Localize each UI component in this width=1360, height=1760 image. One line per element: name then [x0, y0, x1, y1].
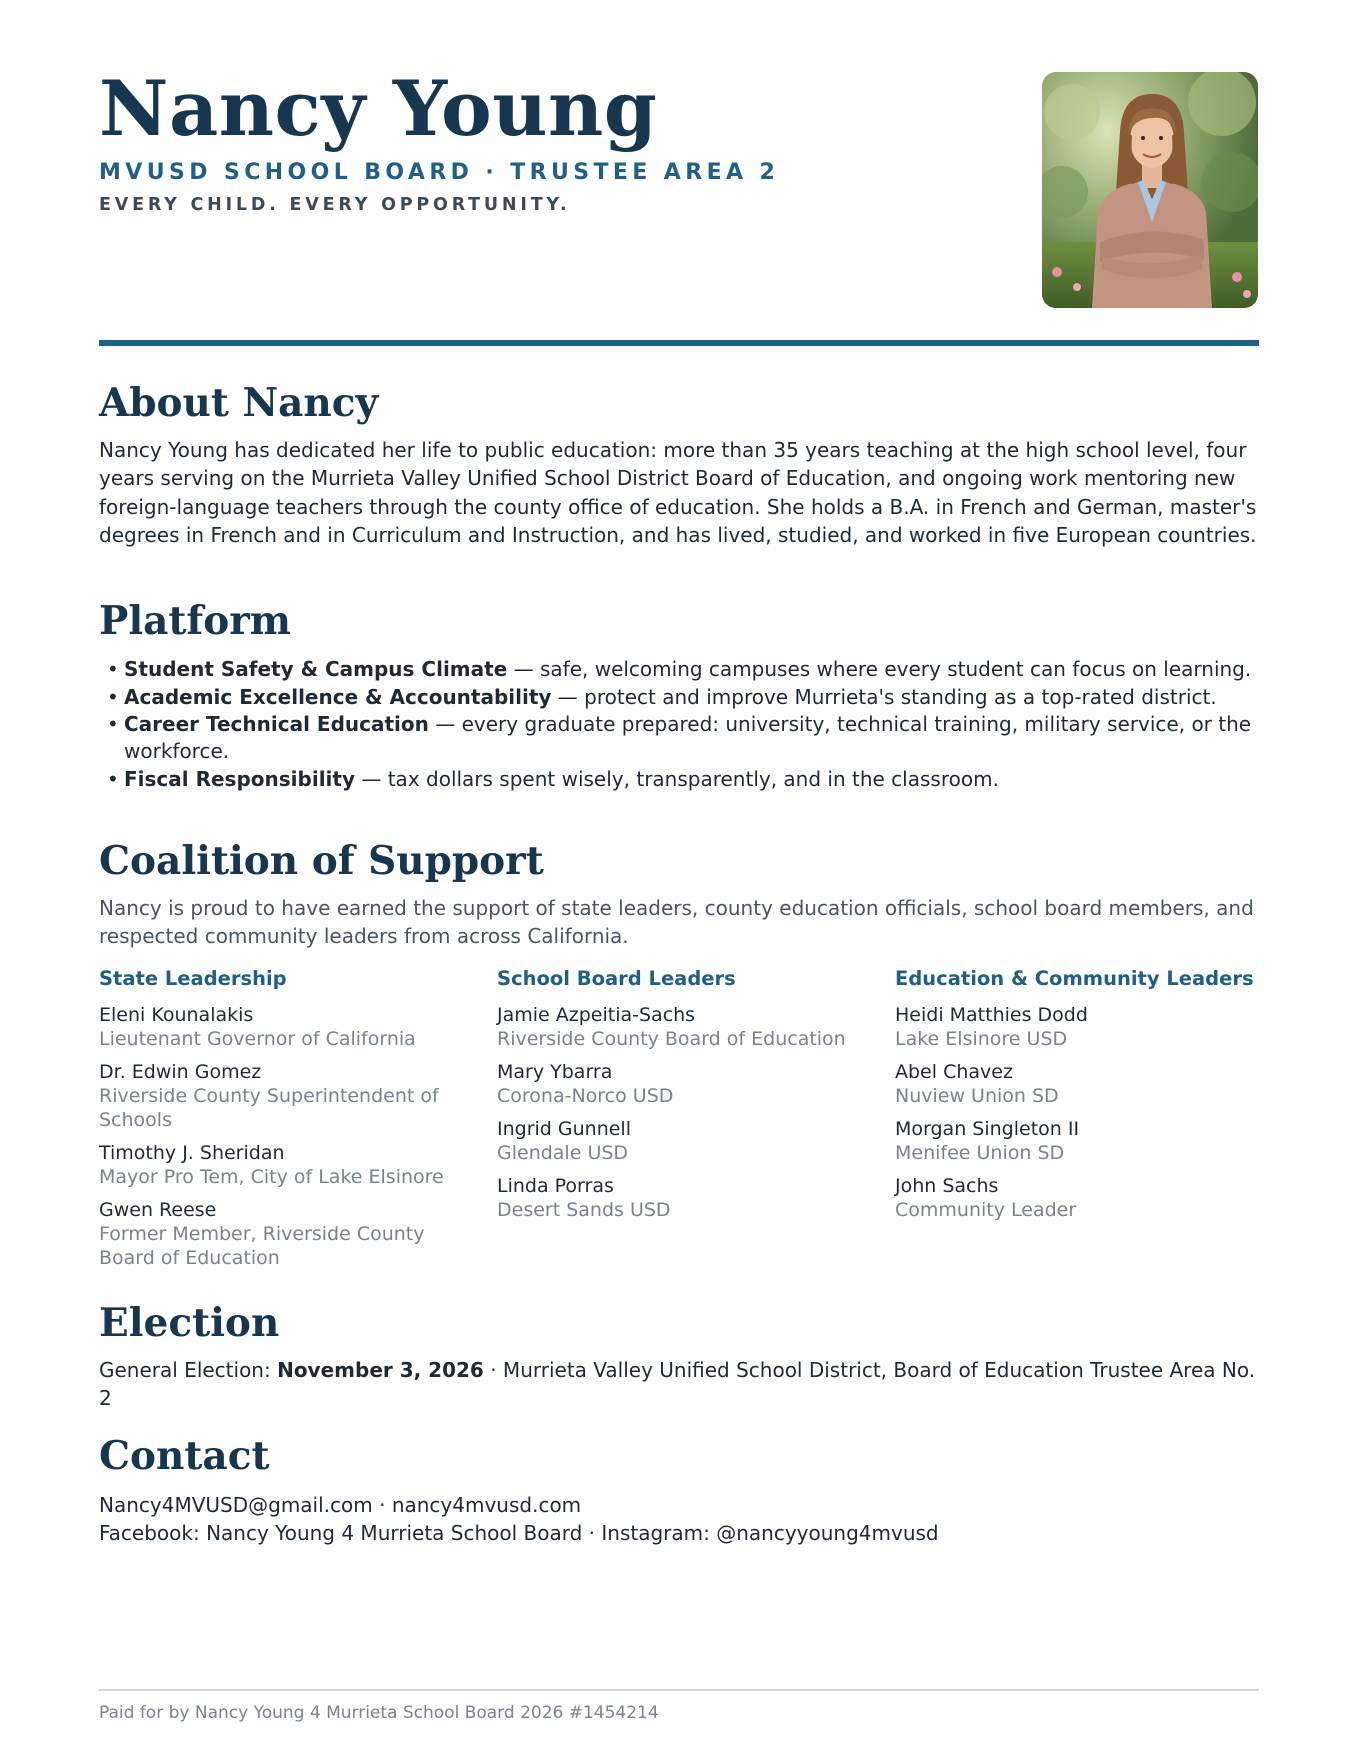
column-heading: Education & Community Leaders [895, 966, 1254, 990]
endorser-name: Linda Porras [497, 1174, 614, 1197]
election-details [99, 1356, 1259, 1413]
endorser-name: John Sachs [895, 1174, 999, 1197]
platform-item-text: — tax dollars spent wisely, transparently, and in the classroom. [355, 766, 999, 791]
column-heading: School Board Leaders [497, 966, 736, 990]
endorser-role: Nuview Union SD [895, 1084, 1059, 1107]
endorser-name: Heidi Matthies Dodd [895, 1003, 1088, 1026]
endorser-name: Mary Ybarra [497, 1060, 613, 1083]
endorser-role: Riverside County Board of Education [497, 1027, 846, 1050]
platform-item: • Fiscal Responsibility — tax dollars spent wisely, transparently, and in the classroom. [107, 766, 999, 791]
endorser-role: Menifee Union SD [895, 1141, 1065, 1164]
platform-item-text: — every graduate prepared: university, technical training, military service, or the workforce. [124, 712, 1252, 763]
endorser-role: Desert Sands USD [497, 1198, 671, 1221]
endorser-name: Ingrid Gunnell [497, 1117, 631, 1140]
endorser [99, 1003, 469, 1051]
header [99, 0, 1259, 345]
paid-for-disclaimer: Paid for by Nancy Young 4 Murrieta School Board 2026 #1454214 [99, 1703, 659, 1723]
endorsement-column-state [99, 967, 469, 1279]
platform-item: • Academic Excellence & Accountability — protect and improve Murrieta's standing as a top-rated district. [107, 684, 1217, 709]
endorser-role: Mayor Pro Tem, City of Lake Elsinore [99, 1165, 444, 1188]
contact-email-website: Nancy4MVUSD@gmail.com · nancy4mvusd.com [99, 1493, 582, 1517]
platform-title: Platform [99, 598, 292, 644]
campaign-tagline: EVERY CHILD. EVERY OPPORTUNITY. [99, 195, 571, 215]
platform-item-heading: Career Technical Education [124, 712, 429, 736]
endorsement-column-school-board [497, 967, 867, 1231]
endorser-name: Dr. Edwin Gomez [99, 1060, 262, 1083]
header-divider [99, 340, 1259, 346]
candidate-portrait-image [1042, 72, 1258, 308]
endorser-name: Abel Chavez [895, 1060, 1013, 1083]
endorser-name: Jamie Azpeitia-Sachs [497, 1003, 696, 1026]
coalition-section [99, 836, 1259, 1287]
office-subtitle: MVUSD SCHOOL BOARD · TRUSTEE AREA 2 [99, 160, 780, 185]
endorser-role: Lieutenant Governor of California [99, 1027, 416, 1050]
endorsement-column-community [895, 967, 1265, 1231]
endorser [99, 1198, 469, 1270]
election-section [99, 1298, 1259, 1413]
platform-item: • Student Safety & Campus Climate — safe, welcoming campuses where every student can focus on learning. [107, 657, 1252, 681]
endorser [497, 1117, 867, 1165]
contact-title: Contact [99, 1433, 270, 1479]
endorser [497, 1060, 867, 1108]
candidate-name: Nancy Young [99, 64, 658, 153]
endorsement-columns [99, 967, 1259, 1287]
endorser-name: Timothy J. Sheridan [99, 1141, 285, 1164]
endorser [497, 1003, 867, 1051]
platform-item: • Career Technical Education — every graduate prepared: university, technical training, military service, or the workforce. [107, 712, 1252, 763]
platform-section [99, 596, 1259, 793]
footer-divider [99, 1689, 1259, 1691]
endorser-role: Glendale USD [497, 1141, 629, 1164]
endorser [895, 1117, 1265, 1165]
endorser-name: Morgan Singleton II [895, 1117, 1080, 1140]
endorser-role: Corona-Norco USD [497, 1084, 674, 1107]
endorser [895, 1174, 1265, 1222]
endorser-role: Community Leader [895, 1198, 1077, 1221]
endorser-role: Lake Elsinore USD [895, 1027, 1068, 1050]
platform-item-heading: Academic Excellence & Accountability [124, 684, 552, 709]
platform-item-heading: Fiscal Responsibility [124, 766, 355, 791]
endorser-role: Former Member, Riverside County Board of Education [99, 1222, 425, 1269]
about-body: Nancy Young has dedicated her life to public education: more than 35 years teaching at the high school level, four years serving on the Murrieta Valley Unified School District Board of Education, and ongoing work mentoring new foreign-language teachers through the county office of education. She holds a B.A. in French and German, master's degrees in French and in Curriculum and Instruction, and has lived, studied, and worked in five European countries. [99, 438, 1257, 548]
endorser [895, 1060, 1265, 1108]
about-title: About Nancy [99, 380, 379, 426]
endorser-role: Riverside County Superintendent of Schools [99, 1084, 439, 1131]
contact-details [99, 1491, 1259, 1548]
election-title: Election [99, 1300, 280, 1346]
election-district: · Murrieta Valley Unified School District, Board of Education Trustee Area No. 2 [99, 1358, 1256, 1411]
platform-list [99, 656, 1259, 793]
about-section [99, 378, 1259, 550]
contact-section [99, 1431, 1259, 1548]
column-heading: State Leadership [99, 966, 287, 990]
endorser [895, 1003, 1265, 1051]
endorser [99, 1060, 469, 1132]
platform-item-text: — protect and improve Murrieta's standing as a top-rated district. [551, 684, 1217, 709]
endorser [99, 1141, 469, 1189]
election-prefix: General Election: [99, 1358, 278, 1382]
coalition-intro: Nancy is proud to have earned the support of state leaders, county education officials, school board members, and respected community leaders from across California. [99, 896, 1254, 949]
contact-social: Facebook: Nancy Young 4 Murrieta School Board · Instagram: @nancyyoung4mvusd [99, 1521, 939, 1546]
endorser-name: Eleni Kounalakis [99, 1003, 254, 1026]
candidate-photo [1042, 72, 1258, 308]
platform-item-text: — safe, welcoming campuses where every student can focus on learning. [507, 657, 1252, 681]
platform-item-heading: Student Safety & Campus Climate [124, 657, 508, 681]
flyer-page [99, 0, 1259, 1723]
endorser-name: Gwen Reese [99, 1198, 217, 1221]
election-date: November 3, 2026 [277, 1358, 484, 1382]
endorser [497, 1174, 867, 1222]
coalition-title: Coalition of Support [99, 838, 544, 884]
